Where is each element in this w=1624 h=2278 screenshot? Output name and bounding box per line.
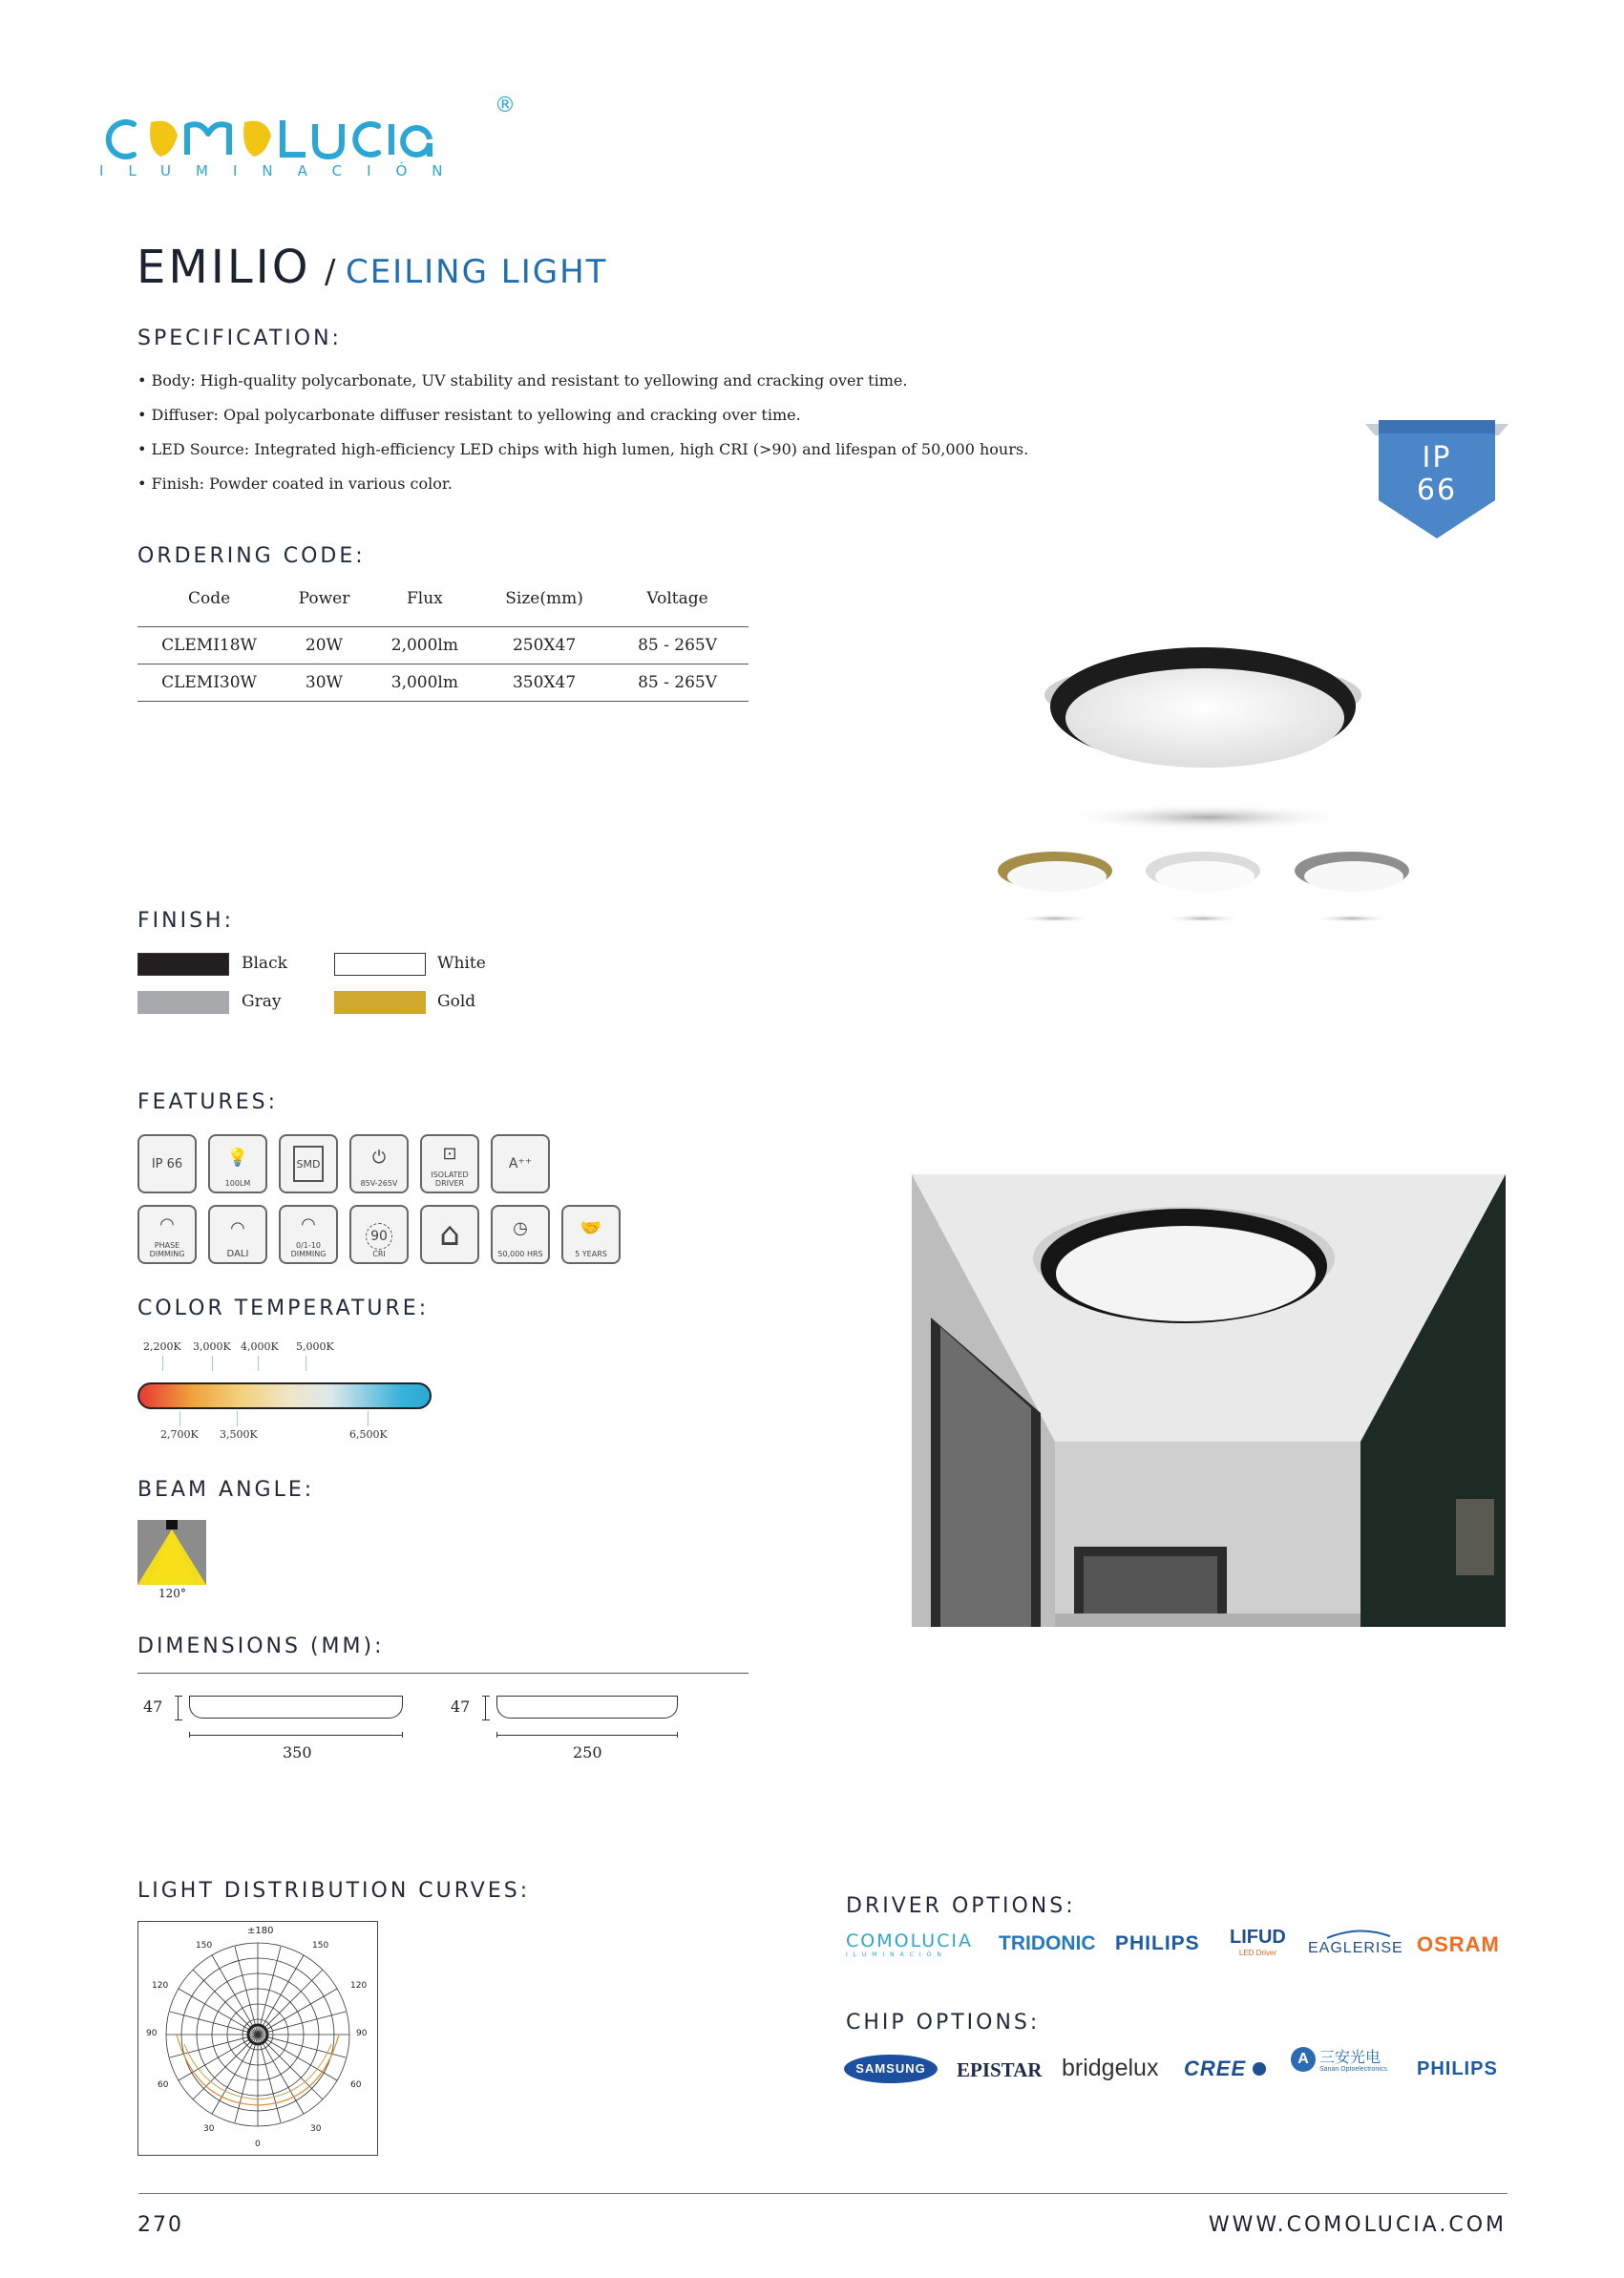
color-temperature-heading: COLOR TEMPERATURE: <box>137 1297 430 1320</box>
feature-glyph: ⊡ <box>442 1143 457 1164</box>
table-cell: 250X47 <box>482 627 606 664</box>
ct-top-label: 4,000K <box>241 1340 279 1353</box>
table-row <box>137 627 749 664</box>
ct-bottom-label: 3,500K <box>220 1428 258 1441</box>
ct-tick <box>212 1356 213 1371</box>
cree-arrow-icon <box>1253 2062 1266 2076</box>
angle-label: 150 <box>196 1941 213 1951</box>
dimensions-heading: DIMENSIONS (MM): <box>137 1635 385 1658</box>
feature-label: 85V-265V <box>360 1179 398 1188</box>
angle-label: ±180 <box>247 1926 274 1936</box>
eaglerise-swoosh-icon <box>1325 1929 1392 1940</box>
brand-subtext: ILUMINACIÓN <box>846 1951 947 1958</box>
beam-cone-icon <box>137 1520 206 1585</box>
feature-label: ISOLATED DRIVER <box>431 1171 469 1188</box>
brand-logo <box>94 92 533 187</box>
table-row <box>137 664 749 702</box>
ip-badge-line1: IP <box>1422 441 1452 475</box>
specification-list <box>137 364 1028 501</box>
polar-grid-icon <box>138 1922 377 2155</box>
angle-label: 60 <box>350 2080 362 2090</box>
dimension-profile <box>496 1696 678 1719</box>
chip-logo-cree <box>1184 2057 1266 2081</box>
brand-subtext: LED Driver <box>1238 1949 1276 1957</box>
feature-glyph: ◠ <box>230 1218 245 1238</box>
page-number: 270 <box>137 2213 183 2237</box>
ct-tick <box>237 1411 238 1426</box>
driver-logo-eaglerise <box>1308 1929 1403 1957</box>
driver-options-heading: DRIVER OPTIONS: <box>846 1894 1076 1918</box>
bulb-icon <box>208 1134 267 1193</box>
ct-tick <box>179 1411 180 1426</box>
title-separator: / <box>325 253 336 291</box>
beam-angle-diagram <box>137 1520 206 1585</box>
room-scene-icon <box>912 1174 1506 1627</box>
warranty-handshake-icon <box>561 1205 621 1264</box>
column-header: Code <box>187 589 231 608</box>
column-header: Flux <box>406 589 443 608</box>
feature-glyph: A⁺⁺ <box>508 1156 533 1171</box>
angle-label: 90 <box>146 2029 158 2038</box>
ct-top-label: 2,200K <box>143 1340 181 1353</box>
driver-logo-osram: OSRAM <box>1417 1932 1500 1956</box>
brand-subtext: Sanan Optoelectronics <box>1319 2066 1387 2073</box>
dimensions-rule <box>137 1673 749 1674</box>
table-cell: 2,000lm <box>368 627 482 664</box>
ip-rating-badge <box>1365 414 1508 544</box>
ct-bottom-label: 2,700K <box>160 1428 199 1441</box>
phase-dimming-icon <box>137 1205 197 1264</box>
feature-glyph: SMD <box>293 1146 325 1182</box>
sanan-a-icon: A <box>1291 2047 1316 2072</box>
ct-tick <box>258 1356 259 1371</box>
ip-badge-line2: 66 <box>1416 474 1458 507</box>
footer-divider <box>138 2193 1508 2194</box>
feature-label: DALI <box>226 1249 249 1259</box>
beam-angle-value: 120° <box>158 1587 186 1600</box>
brand-text: LIFUD <box>1230 1927 1286 1948</box>
feature-glyph: 💡 <box>226 1148 249 1168</box>
driver-logo-comolucia <box>846 1930 973 1958</box>
feature-label: 5 YEARS <box>575 1250 607 1258</box>
angle-label: 120 <box>152 1981 169 1991</box>
cri-icon <box>349 1205 409 1264</box>
feature-label: 0/1-10 DIMMING <box>290 1241 327 1258</box>
product-category: CEILING LIGHT <box>345 253 608 291</box>
width-marker <box>189 1732 403 1738</box>
spec-item: • Body: High-quality polycarbonate, UV stability and resistant to yellowing and cracking over time. <box>137 371 908 390</box>
finish-heading: FINISH: <box>137 909 235 933</box>
brand-text: 三安光电 <box>1319 2048 1381 2066</box>
table-cell: 20W <box>281 627 368 664</box>
specification-heading: SPECIFICATION: <box>137 327 342 350</box>
angle-label: 0 <box>255 2140 261 2149</box>
feature-glyph: 90 <box>366 1223 392 1250</box>
website-link[interactable]: WWW.COMOLUCIA.COM <box>1208 2213 1507 2237</box>
angle-label: 30 <box>310 2124 322 2134</box>
angle-label: 90 <box>356 2029 368 2038</box>
finish-label: Black <box>242 954 287 973</box>
lifespan-clock-icon <box>491 1205 550 1264</box>
feature-label: PHASE DIMMING <box>149 1241 185 1258</box>
table-cell: 85 - 265V <box>606 627 749 664</box>
driver-logo-philips: PHILIPS <box>1115 1932 1200 1954</box>
dimension-width-label: 350 <box>283 1743 312 1761</box>
brand-text: SAMSUNG <box>855 2061 926 2076</box>
feature-label: 100LM <box>224 1179 251 1188</box>
ordering-heading: ORDERING CODE: <box>137 544 366 568</box>
indoor-house-icon <box>420 1205 479 1264</box>
table-header-row <box>137 571 749 627</box>
driver-logo-lifud <box>1230 1927 1286 1957</box>
distribution-heading: LIGHT DISTRIBUTION CURVES: <box>137 1879 531 1903</box>
chip-logo-samsung <box>844 2051 938 2085</box>
product-render <box>993 630 1432 945</box>
feature-glyph: ◠ <box>159 1213 175 1234</box>
finish-label: Gold <box>437 992 476 1011</box>
table-cell: 350X47 <box>482 664 606 702</box>
ct-tick <box>162 1356 163 1371</box>
column-header: Size(mm) <box>505 589 583 608</box>
finish-label: White <box>437 954 486 973</box>
feature-glyph: IP 66 <box>151 1156 183 1171</box>
feature-glyph: ◷ <box>513 1218 528 1238</box>
finish-swatch-gray <box>137 991 229 1014</box>
angle-label: 60 <box>158 2080 169 2090</box>
feature-glyph: ⏻ <box>371 1148 387 1168</box>
polar-diagram <box>137 1921 378 2156</box>
ip66-shield-icon <box>137 1134 197 1193</box>
ordering-table <box>137 571 749 702</box>
spec-item: • Finish: Powder coated in various color. <box>137 475 453 493</box>
column-header: Power <box>298 589 350 608</box>
feature-label: CRI <box>372 1250 386 1258</box>
brand-text: COMOLUCIA <box>846 1930 973 1951</box>
angle-label: 150 <box>312 1941 329 1951</box>
table-cell: 3,000lm <box>368 664 482 702</box>
table-cell: 30W <box>281 664 368 702</box>
beam-angle-heading: BEAM ANGLE: <box>137 1478 315 1502</box>
dimension-width-label: 250 <box>573 1743 602 1761</box>
page-title <box>137 241 607 294</box>
energy-class-icon <box>491 1134 550 1193</box>
finish-swatch-black <box>137 953 229 976</box>
brand-text: EAGLERISE <box>1308 1940 1403 1956</box>
product-name: EMILIO <box>137 241 311 294</box>
ceiling-light-render-icon <box>993 630 1432 945</box>
table-cell: 85 - 265V <box>606 664 749 702</box>
room-photo <box>912 1174 1506 1627</box>
finish-label: Gray <box>242 992 282 1011</box>
voltage-plug-icon <box>349 1134 409 1193</box>
smd-chip-icon <box>279 1134 338 1193</box>
table-cell: CLEMI18W <box>137 627 281 664</box>
features-heading: FEATURES: <box>137 1090 279 1114</box>
brand-tagline: ILUMINACIÓN <box>99 162 468 179</box>
feature-glyph: ⌂ <box>439 1215 460 1254</box>
dali-icon <box>208 1205 267 1264</box>
ct-top-label: 5,000K <box>296 1340 334 1353</box>
width-marker <box>496 1732 678 1738</box>
spec-item: • LED Source: Integrated high-efficiency LED chips with high lumen, high CRI (>90) and lifespan of 50,000 hours. <box>137 440 1029 458</box>
ct-bottom-label: 6,500K <box>349 1428 388 1441</box>
dimension-profile <box>189 1696 403 1719</box>
dimming-0-10-icon <box>279 1205 338 1264</box>
column-header: Voltage <box>646 589 708 608</box>
feature-glyph: 🤝 <box>580 1218 602 1238</box>
angle-label: 120 <box>350 1981 368 1991</box>
chip-logo-philips: PHILIPS <box>1417 2058 1498 2079</box>
isolated-driver-icon <box>420 1134 479 1193</box>
color-temperature-bar <box>137 1382 432 1409</box>
spec-item: • Diffuser: Opal polycarbonate diffuser resistant to yellowing and cracking over time. <box>137 406 801 424</box>
dimension-height-label: 47 <box>143 1698 163 1716</box>
registered-mark: ® <box>495 94 516 117</box>
chip-options-heading: CHIP OPTIONS: <box>846 2011 1041 2035</box>
finish-swatch-gold <box>334 991 426 1014</box>
driver-logo-tridonic: TRIDONIC <box>999 1932 1096 1954</box>
height-marker <box>482 1696 490 1720</box>
feature-glyph: ◠ <box>301 1213 316 1234</box>
chip-logo-epistar: EPISTAR <box>957 2058 1043 2081</box>
ct-tick <box>368 1411 369 1426</box>
finish-swatch-white <box>334 953 426 976</box>
angle-label: 30 <box>203 2124 215 2134</box>
dimension-height-label: 47 <box>451 1698 471 1716</box>
ct-top-label: 3,000K <box>193 1340 231 1353</box>
feature-label: 50,000 HRS <box>497 1250 543 1258</box>
brand-text: CREE <box>1184 2057 1247 2080</box>
chip-logo-bridgelux: bridgelux <box>1062 2055 1159 2081</box>
height-marker <box>175 1696 182 1720</box>
table-cell: CLEMI30W <box>137 664 281 702</box>
